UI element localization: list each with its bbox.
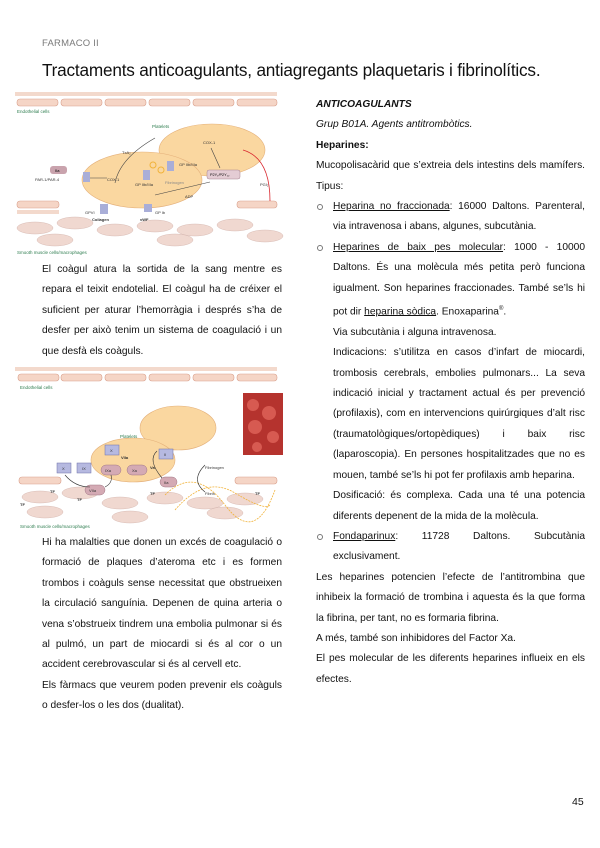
par-label: PAR-1/PAR-4 xyxy=(35,177,60,182)
fibrin-label: Fibrin xyxy=(205,491,216,496)
tf-label: TF xyxy=(255,491,260,496)
receptor-label: P2Y₁/P2Y₁₂ xyxy=(210,173,230,177)
platelets-label: Platelets xyxy=(120,434,138,439)
platelets-label: Platelets xyxy=(152,124,170,129)
left-text-2: Hi ha malalties que donen un excés de coagulació o formació de plaques d’ateroma etc i es formen trombos i coàguls sense necessitat que obstrueixen la circulació sanguínia. Depenen de quina arteria o vena s’obstrueix tindrem una embolia pulmonar si és al pulmó, un part de miocardi si és al cor o un accident cerebrovascular si és al cervell etc. Els fàrmacs que veurem poden prevenir els coàguls o desfer-los o les dos (dualitat). xyxy=(42,537,282,712)
list-item: Heparina no fraccionada: 16000 Daltons. Parenteral, via intravenosa i abans, algunes, subcutània. xyxy=(316,197,585,238)
adp-label: ADP xyxy=(185,194,194,199)
cox1-top-label: COX-1 xyxy=(203,140,216,145)
endothelial-label: Endothelial cells xyxy=(20,385,53,390)
list-item: Heparines de baix pes molecular: 1000 - 10000 Daltons. És una molècula més petita però funciona igualment. Son heparines fraccionades. També se’ls hi pot dir heparina sòdica. Enoxaparina®. xyxy=(316,238,585,323)
smooth-muscle-label: Smooth muscle cells/macrophages xyxy=(17,250,87,255)
fibrinogen-label: Fibrinogen xyxy=(205,465,224,470)
course-header: FARMACO II xyxy=(42,38,99,49)
pgi2-label: PGI₂ xyxy=(260,182,269,187)
xa-label: Xa xyxy=(132,468,137,473)
iia-label: IIa xyxy=(164,480,169,485)
cox1-label: COX-1 xyxy=(107,177,120,182)
heparines-heading: Heparines: xyxy=(316,139,369,151)
list-item: Fondaparinux: 11728 Daltons. Subcutània exclusivament. xyxy=(316,527,585,568)
factor-ii-label: II xyxy=(164,452,167,457)
txa2-label: TxA₂ xyxy=(122,150,131,155)
gp2b3a-top-label: GP IIb/IIIa xyxy=(179,162,197,167)
gpib-label: GP Ib xyxy=(155,210,166,215)
group-subtitle: Grup B01A. Agents antitrombòtics. xyxy=(316,119,473,131)
fibrinogen-label: Fibrinogen xyxy=(165,180,184,185)
heparin-types-list xyxy=(316,197,585,323)
factor-ix-label: IX xyxy=(82,466,86,471)
vwf-label: vWF xyxy=(140,217,149,222)
gp2b3a-label: GP IIb/IIIa xyxy=(135,182,153,187)
right-column: ANTICOAGULANTS Grup B01A. Agents antitrombòtics. Heparines: Mucopolisacàrid que s’extreia dels intestins dels mamífers. Tipus: Heparina no fraccionada: 16000 Daltons. Parenteral, via intravenosa i abans, algunes, subcutània. Heparines de baix pes molecular: 1000 - 10000 Daltons. És una molècula més petita però funciona igualment. Son heparines fraccionades. També se’ls hi pot dir heparina sòdica. Enoxaparina®. Via subcutània i alguna intravenosa. Indicacions: s’utilitza en casos d’infart de miocardi, trombosis cerebrals, embolies pulmonars... La seva indicació inicial y tractament actual és per prevenció (profilaxis), com en intervencions quirúrgiques d’alt risc (traumatològiques/ortopèdiques) i baix risc (laparoscopia). En persones hospitalitzades que no es mouen, també se’ls hi pot fer profilaxis amb heparina. Dosificació: és complexa. Cada una té una potencia diferents depenent de la mida de la molècula. Fondaparinux: 11728 Daltons. Subcutània exclusivament. Les heparines potencien l’efecte de l’antitrombina que inhibeix la formació de trombina i aquesta és la que forma la fibrina, per tant, no es formaria fibrina. A més, també son inhibidores del Factor Xa. El pes molecular de les diferents heparines influeix en els efectes. xyxy=(316,95,585,690)
collagen-label: Collagen xyxy=(92,217,109,222)
platelet-activation-figure xyxy=(15,88,300,258)
tf-label: TF xyxy=(77,497,82,502)
endothelial-label: Endothelial cells xyxy=(17,109,50,114)
page-title: Tractaments anticoagulants, antiagregants plaquetaris i fibrinolítics. xyxy=(42,60,541,80)
ixa-label: IXa xyxy=(105,468,112,473)
iia-label: IIa xyxy=(55,168,60,173)
gpvi-label: GPVI xyxy=(85,210,95,215)
coagulation-cascade-figure xyxy=(15,365,300,535)
vii-label: VIIa xyxy=(89,488,97,493)
va-label: Va xyxy=(150,465,155,470)
smooth-muscle-label: Smooth muscle cells/macrophages xyxy=(20,524,90,529)
page-number: 45 xyxy=(572,796,584,808)
tf-label: TF xyxy=(50,489,55,494)
left-text-1: El coàgul atura la sortida de la sang mentre es repara el teixit endotelial. El coàgul ha de créixer el suficient per aturar l’hemorràgia i després s’ha de desfer per això tenim un sistema de coagulació i un que desfà els coàguls. xyxy=(42,264,282,357)
tf-label: TF xyxy=(150,491,155,496)
section-heading: ANTICOAGULANTS xyxy=(316,99,412,110)
factor-x-label: X xyxy=(110,448,113,453)
viia-label: VIIa xyxy=(121,455,129,460)
factor-xi-label: X xyxy=(62,466,65,471)
tf-label: TF xyxy=(20,502,25,507)
